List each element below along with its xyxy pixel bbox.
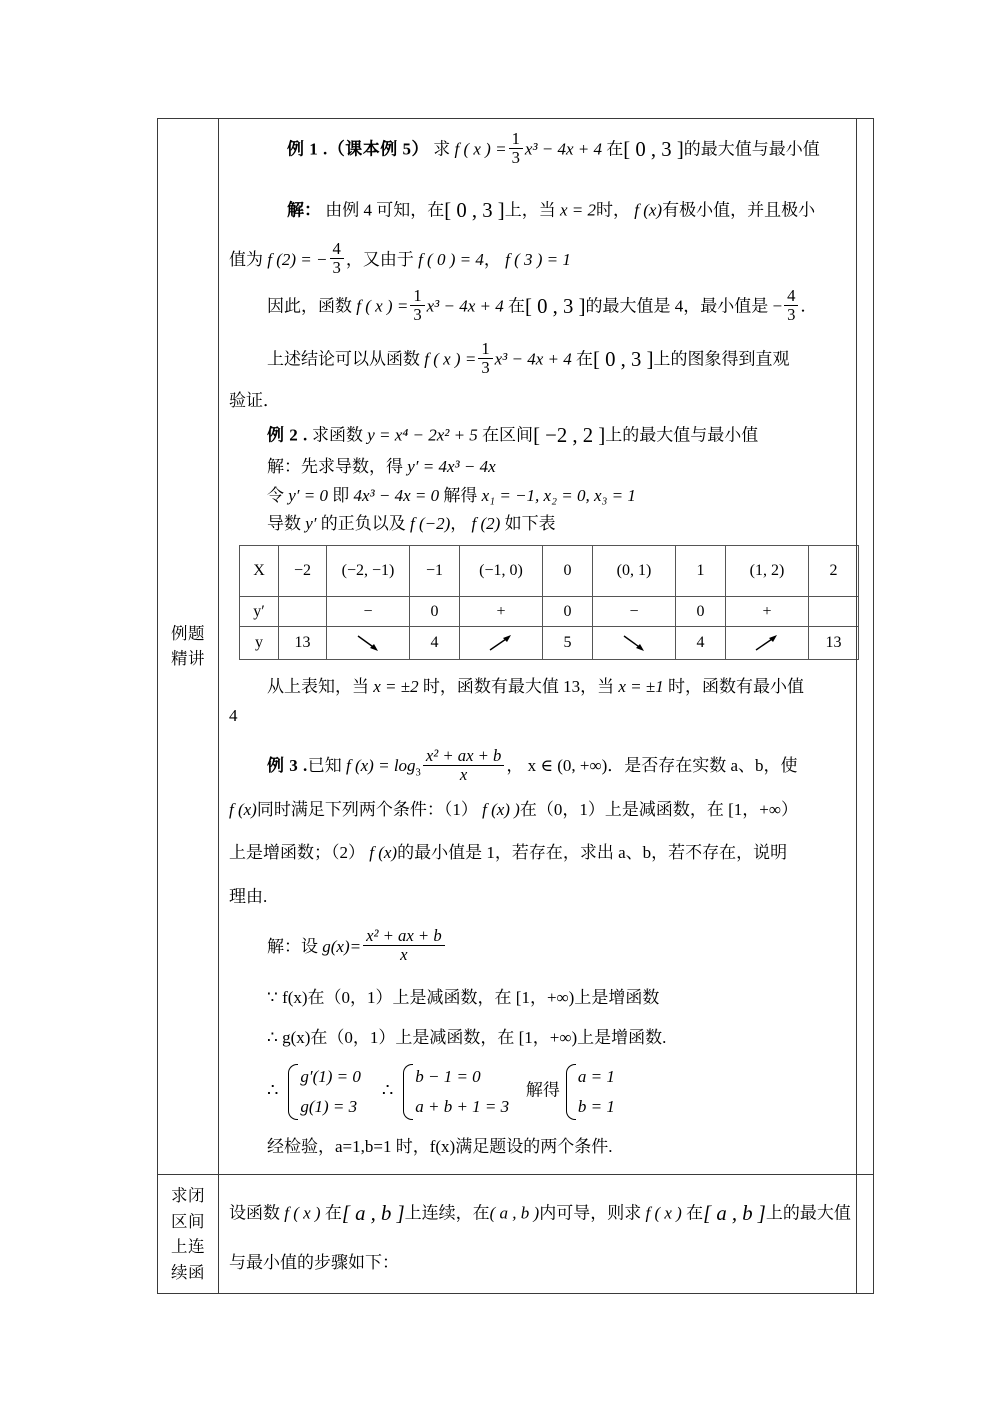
e1l4-poly: x³ − 4x + 4 — [494, 349, 572, 369]
e2s2-c: 即 — [332, 485, 350, 505]
right-spacer-cell-2 — [857, 1174, 874, 1293]
cell-x-7: 1 — [676, 546, 726, 597]
cell-y-9: 13 — [809, 627, 859, 660]
cell-x-2: (−2, −1) — [327, 546, 410, 597]
e3-domain: ， x ∈ (0, +∞)． — [506, 756, 625, 776]
e3-func-a: f (x) = log — [346, 756, 416, 776]
e1l2-fraction: $\frac{4}{3}$ — [330, 240, 344, 277]
sys3-label: 解得 — [525, 1080, 560, 1100]
cell-x-4: (−1, 0) — [460, 546, 543, 597]
example2-number: 例 2 . — [267, 425, 308, 445]
example2-sol-line3 — [229, 511, 846, 537]
sys2-symbol: ∴ — [381, 1079, 394, 1100]
example1-poly: x³ − 4x + 4 — [524, 139, 603, 159]
system-2: b − 1 = 0 a + b + 1 = 3 — [401, 1062, 509, 1122]
cell-yp-3: 0 — [410, 597, 460, 627]
row2-label-line-3: 上连 — [171, 1237, 205, 1257]
row-label-examples — [158, 119, 219, 1175]
e2s2-e: 解得 — [443, 485, 478, 505]
e3c2-b: f (x) — [369, 843, 398, 863]
e1l1-d: 有极小值，并且极小 — [662, 200, 816, 220]
example1-solution-line1 — [229, 186, 846, 237]
e1l1-f: f (x) — [634, 200, 663, 220]
system-3: a = 1 b = 1 — [564, 1062, 615, 1122]
s2-ab: [ a , b ] — [341, 1202, 405, 1225]
cell-x-1: −2 — [279, 546, 327, 597]
section2-line1 — [229, 1189, 851, 1240]
cell-y-4-arrow — [460, 627, 543, 660]
e1l1-a: 由例 4 可知，在 — [325, 200, 445, 220]
e1l2-c: ， — [483, 249, 501, 269]
e2s2-a: 令 — [267, 485, 284, 505]
e1l2-b: ，又由于 — [345, 249, 414, 269]
e1l3-b: f ( x ) = — [356, 296, 409, 316]
row-label-line-1: 例题 — [171, 623, 205, 643]
e1l4-a: 上述结论可以从函数 — [267, 349, 420, 369]
example3-cond-line1 — [229, 789, 846, 831]
e3-sol-g: g(x)= — [322, 936, 362, 956]
e3-log-base: 3 — [415, 767, 421, 779]
cell-yp-label: y′ — [240, 597, 279, 627]
example2-sol-line1 — [229, 454, 846, 480]
sign-table-row-yprime — [240, 597, 859, 627]
example3-systems — [229, 1062, 846, 1122]
example3-therefore: ∴ g(x)在（0，1）上是减函数，在 [1，+∞)上是增函数. — [267, 1027, 667, 1047]
sign-table-row-x — [240, 546, 859, 597]
e3-sol-label: 解：设 — [267, 936, 318, 956]
e3-sol-fraction: $\frac{\text{x² + ax + b}}{x}$ — [363, 927, 445, 964]
s2-b: 在 — [324, 1203, 342, 1223]
example1-fraction: $\frac{1}{3}$ — [509, 130, 523, 167]
s2-ab2: [ a , b ] — [703, 1202, 766, 1225]
cell-y-3: 4 — [410, 627, 460, 660]
e1l3-fraction2: $\frac{4}{3}$ — [784, 287, 798, 324]
example3-number: 例 3 . — [267, 756, 308, 776]
e1l3-interval: [ 0 , 3 ] — [525, 296, 586, 319]
example1-tail: 的最大值与最小值 — [683, 139, 820, 159]
e1l3-fraction: $\frac{1}{3}$ — [410, 287, 424, 324]
example1-source: （课本例 5） — [327, 139, 429, 159]
e2s3-b: y′ — [305, 513, 317, 533]
e1l3-e: ． — [800, 296, 818, 316]
cell-x-label: X — [240, 546, 279, 597]
e3c2-a: 上是增函数；（2） — [229, 843, 365, 863]
example2-conclusion-line2: 4 — [229, 705, 238, 725]
example1-interval: [ 0 , 3 ] — [623, 139, 684, 161]
example3-heading — [229, 745, 846, 787]
example2-sol-line2 — [229, 483, 846, 509]
e1l4-interval: [ 0 , 3 ] — [593, 349, 654, 372]
cell-yp-4: + — [460, 597, 543, 627]
up-arrow-icon — [484, 633, 518, 653]
down-arrow-icon — [351, 633, 385, 653]
example2-tail-b: 上的最大值与最小值 — [605, 425, 759, 445]
e2c-b: 时，函数有最大值 13，当 — [422, 677, 615, 697]
example1-number: 例 1 . — [287, 139, 328, 159]
s2-e: 在 — [686, 1203, 704, 1223]
example2-func: y = x⁴ − 2x² + 5 — [367, 425, 478, 445]
e2c-x1: x = ±2 — [373, 677, 419, 697]
row-label-line-2: 精讲 — [171, 649, 205, 669]
cell-yp-1 — [279, 597, 327, 627]
up-arrow-icon — [750, 633, 784, 653]
cell-x-8: (1, 2) — [726, 546, 809, 597]
row-label-closed-interval — [158, 1174, 219, 1293]
cell-y-5: 5 — [543, 627, 593, 660]
example1-solution-line2 — [229, 239, 846, 281]
example1-solution-line5: 验证． — [229, 390, 280, 410]
e3c1-d: 在（0，1）上是减函数，在 [1，+∞） — [519, 799, 798, 819]
e2s3-d: f (−2) — [410, 513, 451, 533]
e2s2-d: 4x³ − 4x = 0 — [353, 485, 440, 505]
example2-prompt: 求函数 — [312, 425, 363, 445]
cell-x-9: 2 — [809, 546, 859, 597]
example3-sol-setup — [229, 926, 846, 968]
cell-y-label: y — [240, 627, 279, 660]
row2-label-line-2: 区间 — [171, 1211, 205, 1231]
e1l3-poly: x³ − 4x + 4 — [426, 296, 504, 316]
e1l1-interval: [ 0 , 3 ] — [444, 199, 505, 222]
cell-y-6-arrow — [593, 627, 676, 660]
table-row-closed-interval — [158, 1174, 874, 1293]
e1l3-a: 因此，函数 — [267, 296, 352, 316]
e3c1-b: 同时满足下列两个条件：（1） — [256, 799, 478, 819]
e1l3-d: 的最大值是 4，最小值是 − — [585, 296, 783, 316]
e1l4-c: 在 — [576, 349, 594, 369]
e1l4-b: f ( x ) = — [424, 349, 477, 369]
row-body-closed-interval — [219, 1174, 857, 1293]
e3-fraction: $\frac{\text{x² + ax + b}}{x}$ — [423, 747, 505, 784]
e2s3-c: 的正负以及 — [320, 513, 406, 533]
e2c-a: 从上表知，当 — [267, 677, 369, 697]
cell-x-5: 0 — [543, 546, 593, 597]
cell-yp-7: 0 — [676, 597, 726, 627]
example3-cond-line2 — [229, 832, 846, 874]
row-body-examples — [219, 119, 857, 1175]
e2s3-e: ， — [450, 513, 468, 533]
example3-because: ∵ f(x)在（0，1）上是减函数，在 [1，+∞)上是增函数 — [267, 988, 660, 1008]
e3c2-c: 的最小值是 1，若存在，求出 a、b，若不存在，说明 — [397, 843, 788, 863]
e2c-x2: x = ±1 — [618, 677, 664, 697]
e3c1-c: f (x) ) — [482, 799, 520, 819]
e1l4-fraction: $\frac{1}{3}$ — [478, 340, 492, 377]
e2s1-text: 解：先求导数，得 — [267, 457, 403, 477]
cell-y-8-arrow — [726, 627, 809, 660]
solution-label: 解： — [287, 200, 321, 220]
e3c1-a: f (x) — [229, 799, 257, 819]
cell-yp-9 — [809, 597, 859, 627]
example1-heading — [229, 125, 846, 176]
example3-prompt: 已知 — [307, 756, 342, 776]
right-spacer-cell-1 — [857, 119, 874, 1175]
row2-label-line-1: 求闭 — [171, 1185, 205, 1205]
e1l2-f0: f ( 0 ) = 4 — [418, 249, 484, 269]
s2-c: 上连续，在 — [404, 1203, 490, 1223]
s2-a: 设函数 — [229, 1203, 280, 1223]
example2-heading — [229, 420, 846, 452]
e3-tail: 是否存在实数 a、b，使 — [624, 756, 798, 776]
s2-g: 上的最大值 — [765, 1203, 851, 1223]
e2s2-b: y′ = 0 — [288, 485, 328, 505]
e1l2-a: 值为 — [229, 249, 263, 269]
sys1-symbol: ∴ — [267, 1079, 279, 1100]
s2-d: 内可导，则求 — [539, 1203, 642, 1223]
example1-func-prefix: f ( x ) = — [454, 139, 507, 159]
cell-yp-8: + — [726, 597, 809, 627]
cell-yp-2: − — [327, 597, 410, 627]
e1l1-b: 上，当 — [504, 200, 556, 220]
system-1: g′(1) = 0 g(1) = 3 — [286, 1062, 361, 1122]
cell-x-3: −1 — [410, 546, 460, 597]
derivative-sign-table — [239, 545, 859, 660]
s2-open: ( a , b ) — [489, 1203, 540, 1223]
down-arrow-icon — [617, 633, 651, 653]
example1-solution-line4 — [229, 335, 846, 386]
example1-in: 在 — [606, 139, 624, 159]
section2-line2: 与最小值的步骤如下： — [229, 1252, 399, 1272]
lesson-plan-table — [157, 118, 874, 1294]
cell-yp-6: − — [593, 597, 676, 627]
e2s1-expr: y′ = 4x³ − 4x — [407, 457, 496, 477]
example2-conclusion-line1 — [229, 674, 846, 700]
e1l2-f3: f ( 3 ) = 1 — [505, 249, 571, 269]
e2s3-f: f (2) — [471, 513, 501, 533]
example3-verification: 经检验，a=1,b=1 时，f(x)满足题设的两个条件. — [267, 1136, 613, 1156]
example3-cond-line3: 理由. — [229, 886, 268, 906]
cell-yp-5: 0 — [543, 597, 593, 627]
s2-f: f ( x ) — [284, 1203, 321, 1223]
cell-y-1: 13 — [279, 627, 327, 660]
s2-f2: f ( x ) — [645, 1203, 682, 1223]
cell-y-2-arrow — [327, 627, 410, 660]
example1-solution-line3 — [229, 282, 846, 333]
example2-interval: [ −2 , 2 ] — [533, 425, 606, 448]
sign-table-row-y — [240, 627, 859, 660]
cell-y-7: 4 — [676, 627, 726, 660]
e1l3-c: 在 — [508, 296, 526, 316]
e1l2-f: f (2) = − — [267, 249, 328, 269]
e2s3-g: 如下表 — [504, 513, 556, 533]
table-row-examples — [158, 119, 874, 1175]
row2-label-line-4: 续函 — [171, 1262, 205, 1282]
e2c-c: 时，函数有最小值 — [667, 677, 804, 697]
e1l1-c: 时， — [596, 200, 630, 220]
cell-x-6: (0, 1) — [593, 546, 676, 597]
e2s2-f: x₁ = −1, x₂ = 0, x₃ = 1 — [481, 485, 636, 505]
example1-verb: 求 — [433, 139, 451, 159]
e1l4-d: 上的图象得到直观 — [653, 349, 790, 369]
example2-tail-a: 在区间 — [482, 425, 534, 445]
e2s3-a: 导数 — [267, 513, 301, 533]
e1l1-x: x = 2 — [559, 200, 596, 220]
